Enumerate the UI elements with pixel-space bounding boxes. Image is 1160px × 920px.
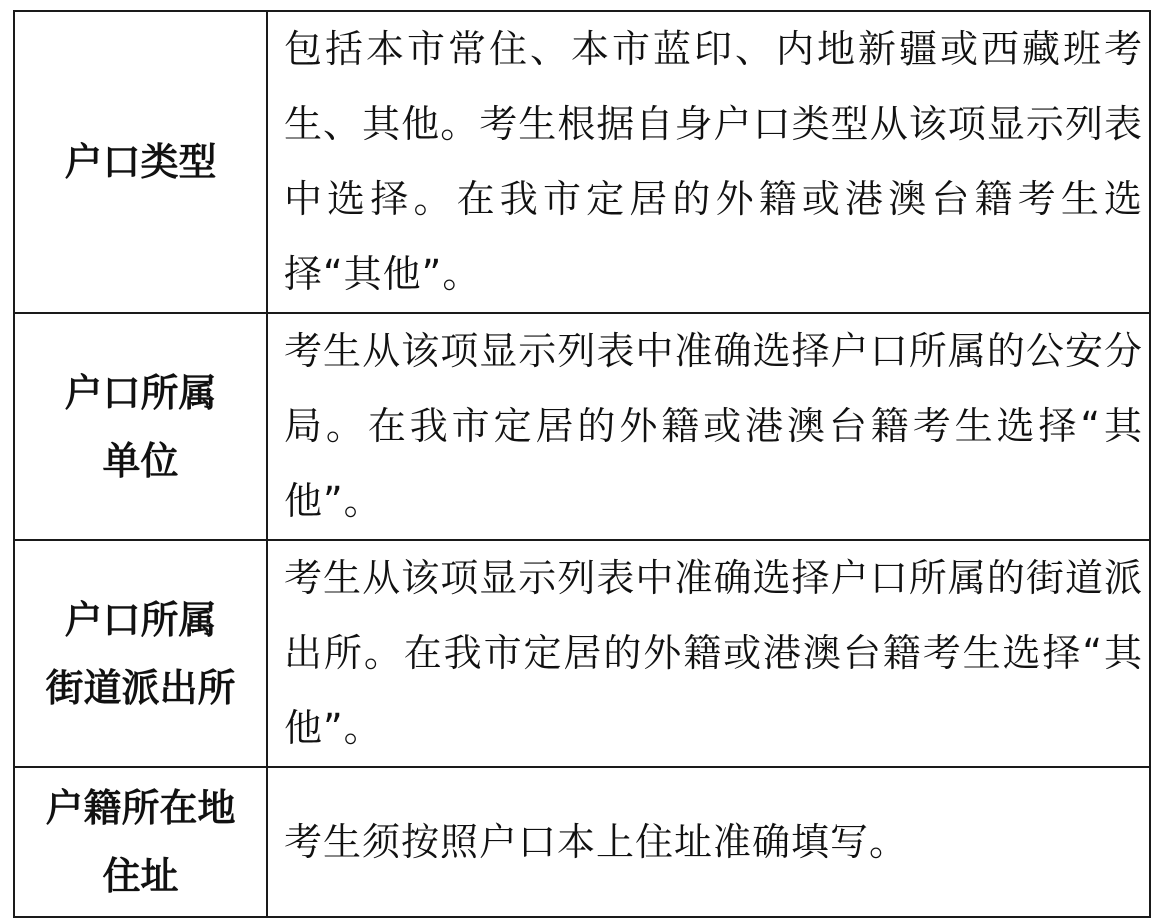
field-description-cell: 考生从该项显示列表中准确选择户口所属的公安分局。在我市定居的外籍或港澳台籍考生选择“其他”。: [267, 313, 1150, 540]
field-description-cell: 考生从该项显示列表中准确选择户口所属的街道派出所。在我市定居的外籍或港澳台籍考生选择“其他”。: [267, 540, 1150, 767]
field-label-line: 住址: [102, 854, 179, 898]
table-row: [14, 313, 1150, 540]
field-label-line: 户口所属: [64, 370, 217, 415]
field-label-cell: [14, 540, 267, 767]
field-label-cell: [14, 11, 267, 313]
field-description-table: [13, 10, 1151, 918]
table-row: [14, 11, 1150, 313]
field-label-line: 户籍所在地: [45, 786, 236, 830]
field-label-cell: [14, 767, 267, 917]
table-row: [14, 540, 1150, 767]
field-label-line: 街道派出所: [45, 665, 236, 710]
field-description-cell: 考生须按照户口本上住址准确填写。: [267, 767, 1150, 917]
field-label-line: 户口所属: [64, 597, 217, 642]
field-label-line: 单位: [102, 438, 179, 483]
field-label-line: 户口类型: [64, 140, 217, 184]
table-row: [14, 767, 1150, 917]
field-label-cell: [14, 313, 267, 540]
field-description-cell: 包括本市常住、本市蓝印、内地新疆或西藏班考生、其他。考生根据自身户口类型从该项显示列表中选择。在我市定居的外籍或港澳台籍考生选择“其他”。: [267, 11, 1150, 313]
